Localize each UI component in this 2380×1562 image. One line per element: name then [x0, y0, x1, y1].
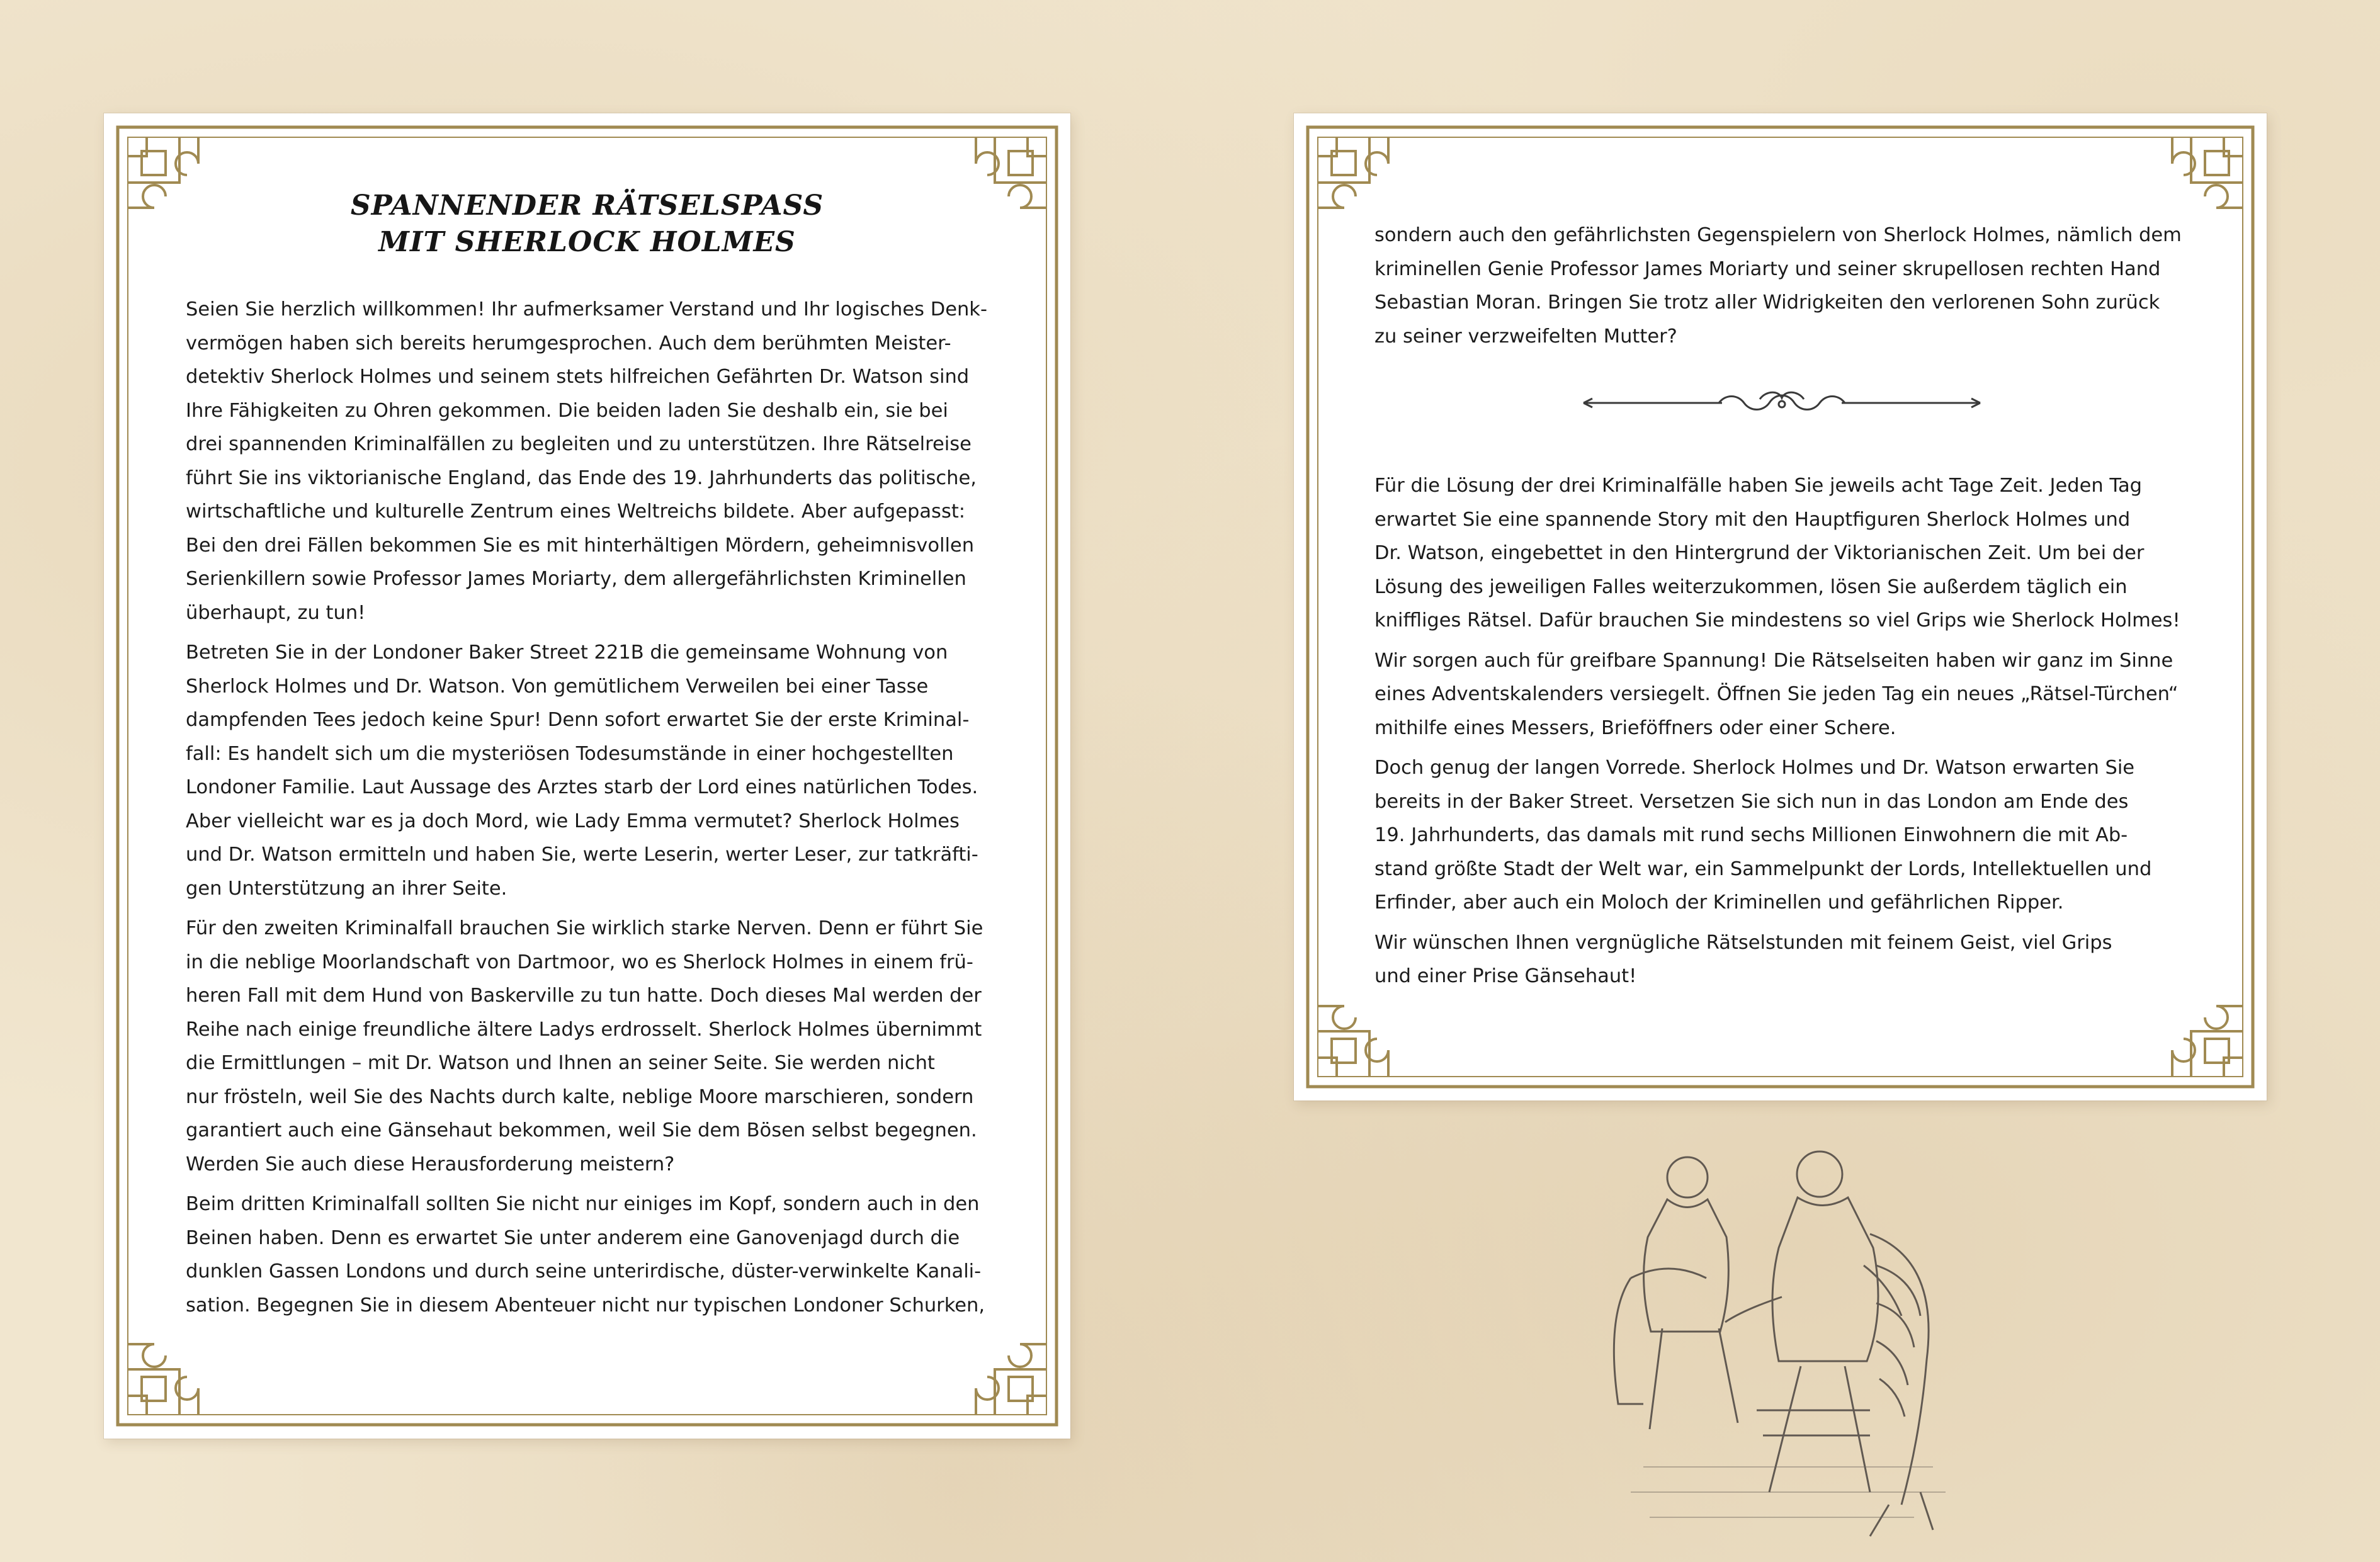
left-body-text: [186, 293, 1004, 1328]
right-body-text-top: [1374, 218, 2206, 359]
text-line: Dr. Watson, eingebettet in den Hintergrund der Viktorianischen Zeit. Um bei der: [1374, 542, 2145, 564]
paragraph: [1374, 751, 2206, 920]
text-line: Serienkillern sowie Professor James Moriarty, dem allergefährlichsten Kriminellen: [186, 568, 966, 590]
text-line: drei spannenden Kriminalfällen zu begleiten und zu unterstützen. Ihre Rätselreise: [186, 433, 972, 455]
text-line: nur frösteln, weil Sie des Nachts durch kalte, neblige Moore marschieren, sondern: [186, 1085, 974, 1108]
paragraph: [186, 636, 1004, 905]
text-line: bereits in der Baker Street. Versetzen Sie sich nun in das London am Ende des: [1374, 790, 2129, 813]
text-line: Sherlock Holmes und Dr. Watson. Von gemütlichem Verweilen bei einer Tasse: [186, 675, 929, 698]
paragraph: [186, 293, 1004, 630]
holmes-watson-engraving: [1593, 1140, 1983, 1542]
title-line-2: MIT SHERLOCK HOLMES: [378, 226, 796, 258]
text-line: fall: Es handelt sich um die mysteriösen Todesumstände in einer hochgestellten: [186, 742, 954, 765]
paragraph: [186, 912, 1004, 1181]
text-line: kniffliges Rätsel. Dafür brauchen Sie mindestens so viel Grips wie Sherlock Holmes!: [1374, 609, 2180, 631]
text-line: sation. Begegnen Sie in diesem Abenteuer nicht nur typischen Londoner Schurken,: [186, 1294, 985, 1316]
right-body-text-bottom: [1374, 469, 2206, 1000]
text-line: Beinen haben. Denn es erwartet Sie unter anderem eine Ganovenjagd durch die: [186, 1226, 960, 1249]
text-line: die Ermittlungen – mit Dr. Watson und Ihnen an seiner Seite. Sie werden nicht: [186, 1052, 935, 1074]
paragraph: [1374, 218, 2206, 353]
text-line: dunklen Gassen Londons und durch seine unterirdische, düster-verwinkelte Kanali-: [186, 1260, 982, 1282]
text-line: Londoner Familie. Laut Aussage des Arztes starb der Lord eines natürlichen Todes.: [186, 776, 978, 798]
text-line: Werden Sie auch diese Herausforderung meistern?: [186, 1153, 675, 1175]
text-line: führt Sie ins viktorianische England, das Ende des 19. Jahrhunderts das politische,: [186, 467, 977, 489]
text-line: eines Adventskalenders versiegelt. Öffnen Sie jeden Tag ein neues „Rätsel-Türchen“: [1374, 683, 2179, 705]
title-line-1: SPANNENDER RÄTSELSPASS: [350, 190, 824, 222]
text-line: Lösung des jeweiligen Falles weiterzukommen, lösen Sie außerdem täglich ein: [1374, 575, 2128, 598]
paragraph: [1374, 469, 2206, 638]
text-line: Doch genug der langen Vorrede. Sherlock Holmes und Dr. Watson erwarten Sie: [1374, 757, 2135, 779]
text-line: heren Fall mit dem Hund von Baskerville zu tun hatte. Doch dieses Mal werden der: [186, 985, 982, 1007]
text-line: und Dr. Watson ermitteln und haben Sie, werte Leserin, werter Leser, zur tatkräfti-: [186, 844, 978, 866]
text-line: überhaupt, zu tun!: [186, 601, 366, 624]
text-line: in die neblige Moorlandschaft von Dartmoor, wo es Sherlock Holmes in einem frü-: [186, 951, 973, 973]
right-page-card: [1294, 113, 2267, 1101]
text-line: stand größte Stadt der Welt war, ein Sammelpunkt der Lords, Intellektuellen und: [1374, 857, 2152, 880]
text-line: Erfinder, aber auch ein Moloch der Kriminellen und gefährlichen Ripper.: [1374, 891, 2064, 914]
text-line: mithilfe eines Messers, Brieföffners oder einer Schere.: [1374, 716, 1896, 739]
text-line: und einer Prise Gänsehaut!: [1374, 965, 1637, 987]
text-line: Wir sorgen auch für greifbare Spannung! Die Rätselseiten haben wir ganz im Sinne: [1374, 649, 2173, 672]
text-line: vermögen haben sich bereits herumgesprochen. Auch dem berühmten Meister-: [186, 332, 951, 354]
text-line: Seien Sie herzlich willkommen! Ihr aufmerksamer Verstand und Ihr logisches Denk-: [186, 298, 987, 320]
paragraph: [1374, 644, 2206, 745]
text-line: erwartet Sie eine spannende Story mit den Hauptfiguren Sherlock Holmes und: [1374, 508, 2131, 531]
left-page-card: [104, 113, 1070, 1439]
text-line: Reihe nach einige freundliche ältere Ladys erdrosselt. Sherlock Holmes übernimmt: [186, 1018, 982, 1041]
text-line: gen Unterstützung an ihrer Seite.: [186, 877, 507, 900]
text-line: Beim dritten Kriminalfall sollten Sie nicht nur einiges im Kopf, sondern auch in den: [186, 1193, 980, 1215]
text-line: dampfenden Tees jedoch keine Spur! Denn sofort erwartet Sie der erste Kriminal-: [186, 709, 970, 731]
text-line: sondern auch den gefährlichsten Gegenspielern von Sherlock Holmes, nämlich dem: [1374, 224, 2182, 246]
text-line: Ihre Fähigkeiten zu Ohren gekommen. Die beiden laden Sie deshalb ein, sie bei: [186, 399, 948, 422]
text-line: zu seiner verzweifelten Mutter?: [1374, 325, 1677, 348]
text-line: Für den zweiten Kriminalfall brauchen Sie wirklich starke Nerven. Denn er führt Sie: [186, 917, 983, 939]
paragraph: [186, 1187, 1004, 1322]
page-title: [104, 188, 1070, 261]
text-line: Für die Lösung der drei Kriminalfälle haben Sie jeweils acht Tage Zeit. Jeden Tag: [1374, 475, 2143, 497]
text-line: kriminellen Genie Professor James Moriarty und seiner skrupellosen rechten Hand: [1374, 258, 2161, 280]
text-line: Wir wünschen Ihnen vergnügliche Rätselstunden mit feinem Geist, viel Grips: [1374, 931, 2112, 954]
corner-ornament-icon: [1318, 137, 1388, 208]
text-line: wirtschaftliche und kulturelle Zentrum eines Weltreichs bildete. Aber aufgepasst:: [186, 501, 966, 523]
divider-ornament-icon: [1577, 390, 1986, 416]
text-line: Bei den drei Fällen bekommen Sie es mit hinterhältigen Mördern, geheimnisvollen: [186, 534, 975, 557]
text-line: detektiv Sherlock Holmes und seinem stets hilfreichen Gefährten Dr. Watson sind: [186, 366, 970, 388]
text-line: Betreten Sie in der Londoner Baker Street 221B die gemeinsame Wohnung von: [186, 642, 948, 664]
text-line: 19. Jahrhunderts, das damals mit rund sechs Millionen Einwohnern die mit Ab-: [1374, 824, 2128, 846]
text-line: Aber vielleicht war es ja doch Mord, wie Lady Emma vermutet? Sherlock Holmes: [186, 810, 960, 832]
text-line: Sebastian Moran. Bringen Sie trotz aller Widrigkeiten den verlorenen Sohn zurück: [1374, 291, 2160, 314]
paragraph: [1374, 926, 2206, 993]
text-line: garantiert auch eine Gänsehaut bekommen, weil Sie dem Bösen selbst begegnen.: [186, 1119, 977, 1141]
